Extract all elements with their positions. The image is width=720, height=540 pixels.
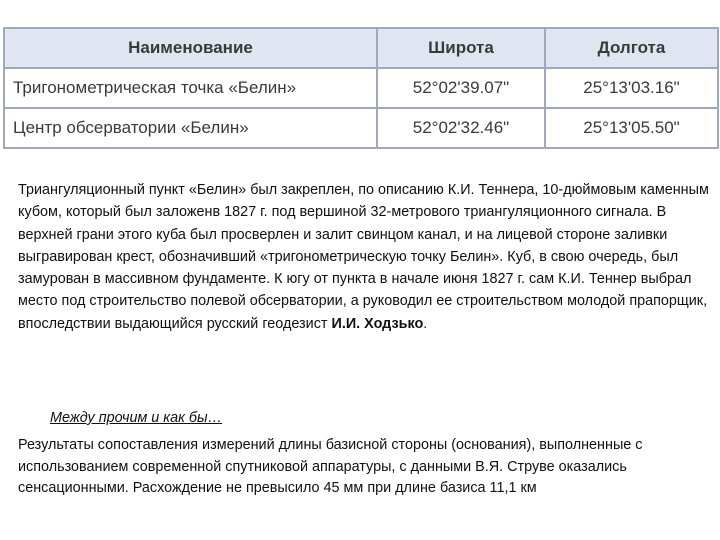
geodesist-name: И.И. Ходзько	[331, 315, 424, 332]
row-latitude: 52°02'32.46"	[377, 108, 545, 148]
header-longitude: Долгота	[545, 28, 718, 68]
belin-description-paragraph	[18, 179, 712, 335]
row-latitude: 52°02'39.07"	[377, 68, 545, 108]
table-header-row	[4, 28, 718, 68]
paragraph-text: Триангуляционный пункт «Белин» был закреплен, по описанию К.И. Теннера, 10-дюймовым каменным кубом, который был заложенв 1827 г. под вершиной 32-метрового триангуляционного сигнала. В верхней грани этого куба был просверлен и залит свинцом канал, и на лицевой стороне заливки выгравирован крест, обозначивший «тригонометрическую точку Белин». Куб, в свою очередь, был замурован в массивном фундаменте. К югу от пункта в начале июня 1827 г. сам К.И. Теннер выбрал место под строительство полевой обсерватории, а руководил ее строительством молодой прапорщик, впоследствии выдающийся русский геодезист	[18, 182, 709, 332]
table-row	[4, 68, 718, 108]
subheading: Между прочим и как бы…	[50, 410, 222, 426]
row-name: Тригонометрическая точка «Белин»	[4, 68, 377, 108]
row-name: Центр обсерватории «Белин»	[4, 108, 377, 148]
row-longitude: 25°13'03.16"	[545, 68, 718, 108]
table-row	[4, 108, 718, 148]
coordinates-table	[3, 27, 719, 149]
paragraph-end: .	[423, 315, 428, 332]
results-paragraph: Результаты сопоставления измерений длины базисной стороны (основания), выполненные с использованием современной спутниковой аппаратуры, с данными В.Я. Струве оказались сенсационными. Расхождение не превысило 45 мм при длине базиса 11,1 км	[18, 437, 643, 496]
header-latitude: Широта	[377, 28, 545, 68]
row-longitude: 25°13'05.50"	[545, 108, 718, 148]
header-name: Наименование	[4, 28, 377, 68]
